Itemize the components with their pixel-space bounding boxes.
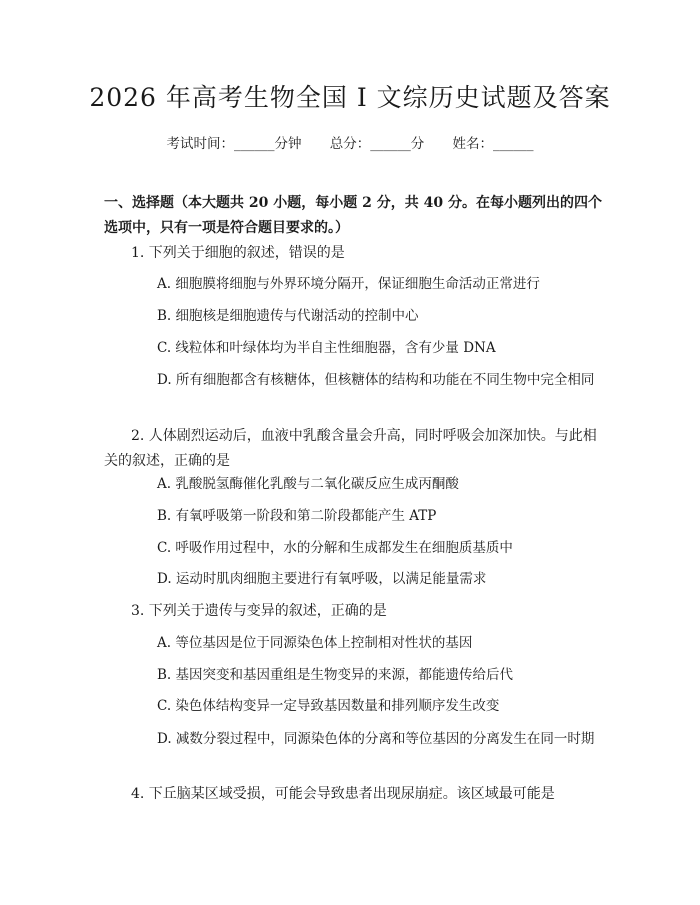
question-1-option-c: C. 线粒体和叶绿体均为半自主性细胞器，含有少量 DNA [157, 340, 496, 356]
question-3-stem: 3. 下列关于遗传与变异的叙述，正确的是 [131, 603, 387, 619]
question-1-stem: 1. 下列关于细胞的叙述，错误的是 [131, 245, 345, 261]
question-4-stem: 4. 下丘脑某区域受损，可能会导致患者出现尿崩症。该区域最可能是 [131, 786, 555, 802]
question-1-option-b: B. 细胞核是细胞遗传与代谢活动的控制中心 [157, 308, 419, 324]
question-3-option-c: C. 染色体结构变异一定导致基因数量和排列顺序发生改变 [157, 698, 500, 714]
student-name-field: 姓名：______ [452, 136, 534, 152]
question-1-option-d: D. 所有细胞都含有核糖体，但核糖体的结构和功能在不同生物中完全相同 [157, 372, 595, 388]
question-2-option-b: B. 有氧呼吸第一阶段和第二阶段都能产生 ATP [157, 508, 437, 524]
question-3-option-b: B. 基因突变和基因重组是生物变异的来源，都能遗传给后代 [157, 667, 514, 683]
question-2-option-c: C. 呼吸作用过程中，水的分解和生成都发生在细胞质基质中 [157, 540, 513, 556]
question-3-option-a: A. 等位基因是位于同源染色体上控制相对性状的基因 [157, 635, 473, 651]
section-heading: 一、选择题（本大题共 20 小题，每小题 2 分，共 40 分。在每小题列出的四个选项中，只有一项是符合题目要求的。） [104, 195, 602, 236]
question-1-option-a: A. 细胞膜将细胞与外界环境分隔开，保证细胞生命活动正常进行 [157, 276, 540, 292]
total-score-field: 总分：______分 [329, 136, 425, 152]
question-3-option-d: D. 减数分裂过程中，同源染色体的分离和等位基因的分离发生在同一时期 [157, 731, 595, 747]
page-title: 2026 年高考生物全国 I 文综历史试题及答案 [89, 83, 611, 112]
question-2-option-a: A. 乳酸脱氢酶催化乳酸与二氧化碳反应生成丙酮酸 [157, 476, 459, 492]
question-2-option-d: D. 运动时肌肉细胞主要进行有氧呼吸，以满足能量需求 [157, 571, 487, 587]
question-2-stem: 2. 人体剧烈运动后，血液中乳酸含量会升高，同时呼吸会加深加快。与此相关的叙述，正确的是 [104, 428, 597, 469]
exam-time-field: 考试时间：______分钟 [166, 136, 302, 152]
exam-meta [0, 132, 700, 152]
